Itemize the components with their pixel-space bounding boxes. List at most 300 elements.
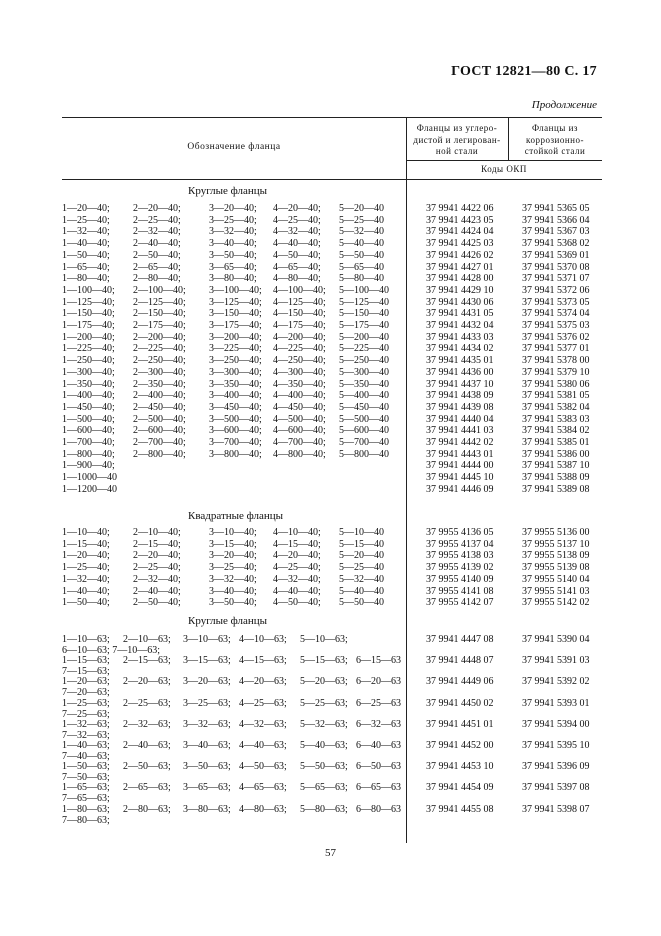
okp-code-stainless: 37 9941 5392 02 — [522, 676, 590, 688]
flange-designation: 5—65—40 — [339, 261, 384, 273]
table-row — [62, 460, 602, 472]
flange-designation: 4—100—40; — [273, 284, 326, 296]
okp-code-stainless: 37 9955 5142 02 — [522, 597, 590, 609]
flange-designation: 4—25—63; — [239, 697, 287, 709]
flange-designation: 1—50—40; — [62, 597, 110, 609]
carbon-steel-header-line: дистой и легирован- — [413, 134, 501, 145]
okp-code-carbon: 37 9941 4431 05 — [426, 308, 494, 320]
flange-designation: 1—450—40; — [62, 401, 115, 413]
table-row — [62, 308, 602, 320]
flange-designation: 2—300—40; — [133, 366, 186, 378]
table-row — [62, 676, 602, 698]
okp-code-carbon: 37 9955 4141 08 — [426, 585, 494, 597]
okp-code-stainless: 37 9941 5379 10 — [522, 366, 590, 378]
okp-code-carbon: 37 9941 4426 02 — [426, 249, 494, 261]
flange-designation: 4—80—40; — [273, 273, 321, 285]
okp-code-stainless: 37 9941 5381 05 — [522, 390, 590, 402]
okp-code-stainless: 37 9941 5398 07 — [522, 803, 590, 815]
flange-designation: 3—20—40; — [209, 550, 257, 562]
flange-designation: 1—175—40; — [62, 320, 115, 331]
flange-designation: 4—50—40; — [273, 249, 321, 261]
flange-designation: 2—40—63; — [123, 740, 171, 751]
flange-designation: 2—80—63; — [123, 803, 171, 815]
flange-designation-continued: 7—50—63; — [62, 772, 110, 784]
flange-designation: 1—40—40; — [62, 585, 110, 597]
flange-designation-continued: 7—32—63; — [62, 729, 110, 741]
flange-designation: 2—20—40; — [133, 203, 181, 214]
okp-code-stainless: 37 9941 5377 01 — [522, 343, 590, 355]
flange-designation: 3—25—63; — [183, 697, 231, 709]
table-row — [62, 332, 602, 344]
okp-code-carbon: 37 9955 4139 02 — [426, 562, 494, 574]
okp-code-stainless: 37 9941 5380 06 — [522, 378, 590, 390]
flange-designation: 4—225—40; — [273, 343, 326, 355]
flange-designation: 4—15—63; — [239, 655, 287, 667]
table-row — [62, 804, 602, 826]
flange-designation: 1—65—63; — [62, 782, 110, 794]
flange-designation: 4—450—40; — [273, 401, 326, 413]
flange-designation: 2—700—40; — [133, 437, 186, 448]
flange-designation: 5—15—63; — [300, 655, 348, 667]
flange-designation: 5—300—40 — [339, 366, 389, 378]
flange-designation: 5—80—40 — [339, 273, 384, 285]
flange-designation: 2—175—40; — [133, 320, 186, 331]
flange-designation: 3—400—40; — [209, 390, 262, 402]
okp-code-carbon: 37 9941 4435 01 — [426, 355, 494, 367]
flange-designation: 1—150—40; — [62, 308, 115, 320]
flange-designation: 3—200—40; — [209, 331, 262, 343]
table-top-border — [62, 117, 602, 118]
flange-designation: 5—40—40 — [339, 585, 384, 597]
flange-designation: 3—32—63; — [183, 718, 231, 730]
okp-code-carbon: 37 9941 4450 02 — [426, 697, 494, 709]
okp-code-carbon: 37 9941 4444 00 — [426, 460, 494, 472]
flange-designation: 4—700—40; — [273, 437, 326, 448]
flange-designation: 5—225—40 — [339, 343, 389, 355]
okp-code-stainless: 37 9941 5396 09 — [522, 761, 590, 773]
flange-designation-continued: 7—20—63; — [62, 687, 110, 699]
flange-designation: 1—32—40; — [62, 226, 110, 238]
flange-designation: 1—20—40; — [62, 203, 110, 214]
flange-designation-continued: 7—25—63; — [62, 708, 110, 720]
flange-designation: 1—300—40; — [62, 366, 115, 378]
okp-code-stainless: 37 9941 5378 00 — [522, 355, 590, 367]
table-row — [62, 550, 602, 562]
okp-code-carbon: 37 9941 4427 01 — [426, 261, 494, 273]
flange-designation: 4—600—40; — [273, 425, 326, 437]
flange-designation: 5—250—40 — [339, 355, 389, 367]
designation-header: Обозначение фланца — [187, 142, 281, 152]
flange-designation: 3—450—40; — [209, 401, 262, 413]
flange-designation: 2—20—63; — [123, 676, 171, 688]
flange-designation: 4—10—40; — [273, 527, 321, 538]
flange-designation: 4—10—63; — [239, 634, 287, 645]
flange-designation: 1—50—63; — [62, 761, 110, 773]
flange-designation: 2—65—63; — [123, 782, 171, 794]
flange-designation: 3—65—63; — [183, 782, 231, 794]
flange-designation: 3—15—40; — [209, 538, 257, 550]
flange-designation: 5—32—40 — [339, 226, 384, 238]
table-row — [62, 203, 602, 215]
flange-designation: 1—225—40; — [62, 343, 115, 355]
okp-code-stainless: 37 9941 5391 03 — [522, 655, 590, 667]
flange-designation: 1—500—40; — [62, 413, 115, 425]
table-row — [62, 320, 602, 332]
flange-designation: 4—50—63; — [239, 761, 287, 773]
flange-designation: 6—32—63 — [356, 718, 401, 730]
flange-designation: 1—32—63; — [62, 718, 110, 730]
stainless-steel-header-line: стойкой стали — [524, 146, 586, 156]
flange-designation: 5—50—40 — [339, 249, 384, 261]
okp-code-carbon: 37 9955 4136 05 — [426, 527, 494, 538]
flange-designation: 3—50—40; — [209, 249, 257, 261]
flange-designation-continued: 6—10—63; 7—10—63; — [62, 645, 161, 656]
flange-designation: 3—250—40; — [209, 355, 262, 367]
table-row — [62, 562, 602, 574]
flange-designation: 4—80—63; — [239, 803, 287, 815]
table-row — [62, 215, 602, 227]
flange-designation: 6—50—63 — [356, 761, 401, 773]
flange-designation-continued: 7—80—63; — [62, 814, 110, 826]
flange-designation: 2—600—40; — [133, 425, 186, 437]
flange-designation: 5—450—40 — [339, 401, 389, 413]
okp-code-stainless: 37 9941 5385 01 — [522, 437, 590, 448]
okp-code-stainless: 37 9941 5389 08 — [522, 483, 590, 495]
flange-designation: 4—32—63; — [239, 718, 287, 730]
flange-designation: 1—50—40; — [62, 249, 110, 261]
flange-designation: 4—400—40; — [273, 390, 326, 402]
flange-designation: 4—20—40; — [273, 550, 321, 562]
okp-code-stainless: 37 9941 5374 04 — [522, 308, 590, 320]
okp-code-stainless: 37 9941 5372 06 — [522, 284, 590, 296]
okp-code-stainless: 37 9941 5397 08 — [522, 782, 590, 794]
stainless-steel-header-line: коррозионно- — [526, 134, 584, 145]
okp-code-stainless: 37 9941 5367 03 — [522, 226, 590, 238]
flange-designation: 3—80—40; — [209, 273, 257, 285]
okp-code-stainless: 37 9941 5369 01 — [522, 249, 590, 261]
flange-designation: 2—200—40; — [133, 331, 186, 343]
table-row — [62, 273, 602, 285]
flange-designation: 1—32—40; — [62, 573, 110, 585]
okp-code-carbon: 37 9941 4430 06 — [426, 296, 494, 308]
flange-designation: 1—250—40; — [62, 355, 115, 367]
table-row — [62, 390, 602, 402]
flange-designation: 5—20—40 — [339, 203, 384, 214]
okp-code-stainless: 37 9955 5137 10 — [522, 538, 590, 550]
flange-designation: 1—800—40; — [62, 448, 115, 460]
flange-designation-continued: 7—65—63; — [62, 793, 110, 805]
flange-designation: 3—500—40; — [209, 413, 262, 425]
okp-code-stainless: 37 9955 5136 00 — [522, 527, 590, 538]
flange-designation: 1—1200—40 — [62, 483, 117, 495]
flange-designation: 2—80—40; — [133, 273, 181, 285]
okp-code-carbon: 37 9941 4440 04 — [426, 413, 494, 425]
okp-code-carbon: 37 9941 4449 06 — [426, 676, 494, 688]
flange-designation: 3—25—40; — [209, 214, 257, 226]
okp-code-stainless: 37 9941 5387 10 — [522, 460, 590, 472]
flange-designation: 1—15—40; — [62, 538, 110, 550]
flange-designation: 4—32—40; — [273, 573, 321, 585]
table-row — [62, 250, 602, 262]
okp-code-stainless: 37 9941 5384 02 — [522, 425, 590, 437]
flange-designation: 5—100—40 — [339, 284, 389, 296]
flange-designation: 1—400—40; — [62, 390, 115, 402]
flange-designation: 4—125—40; — [273, 296, 326, 308]
flange-designation: 5—700—40 — [339, 437, 389, 448]
flange-designation: 1—40—40; — [62, 238, 110, 250]
flange-designation: 3—225—40; — [209, 343, 262, 355]
okp-code-stainless: 37 9941 5393 01 — [522, 697, 590, 709]
table-row — [62, 484, 602, 496]
okp-code-carbon: 37 9941 4434 02 — [426, 343, 494, 355]
flange-designation: 4—65—63; — [239, 782, 287, 794]
flange-designation: 2—10—63; — [123, 634, 171, 645]
flange-designation: 2—20—40; — [133, 550, 181, 562]
flange-designation: 4—25—40; — [273, 214, 321, 226]
flange-designation: 2—25—63; — [123, 697, 171, 709]
flange-designation: 3—80—63; — [183, 803, 231, 815]
flange-designation: 3—100—40; — [209, 284, 262, 296]
flange-designation: 5—10—40 — [339, 527, 384, 538]
section-title: Квадратные фланцы — [188, 510, 284, 522]
table-row — [62, 698, 602, 720]
okp-code-stainless: 37 9955 5141 03 — [522, 585, 590, 597]
okp-code-stainless: 37 9941 5382 04 — [522, 401, 590, 413]
table-row — [62, 285, 602, 297]
flange-designation: 5—65—63; — [300, 782, 348, 794]
flange-designation: 5—15—40 — [339, 538, 384, 550]
table-row — [62, 425, 602, 437]
okp-code-stainless: 37 9955 5138 09 — [522, 550, 590, 562]
flange-designation: 2—225—40; — [133, 343, 186, 355]
flange-designation: 4—40—40; — [273, 238, 321, 250]
okp-code-carbon: 37 9941 4428 00 — [426, 273, 494, 285]
okp-code-stainless: 37 9941 5375 03 — [522, 320, 590, 331]
okp-code-stainless: 37 9941 5376 02 — [522, 331, 590, 343]
okp-code-carbon: 37 9941 4438 09 — [426, 390, 494, 402]
flange-designation: 1—125—40; — [62, 296, 115, 308]
flange-designation: 1—25—63; — [62, 697, 110, 709]
okp-code-carbon: 37 9941 4447 08 — [426, 634, 494, 645]
flange-designation: 1—900—40; — [62, 460, 115, 472]
flange-designation: 5—40—63; — [300, 740, 348, 751]
okp-code-stainless: 37 9941 5383 03 — [522, 413, 590, 425]
okp-code-carbon: 37 9955 4142 07 — [426, 597, 494, 609]
flange-designation: 3—50—63; — [183, 761, 231, 773]
table-row — [62, 782, 602, 804]
page-header: ГОСТ 12821—80 С. 17 — [451, 64, 597, 79]
flange-designation: 5—25—40 — [339, 214, 384, 226]
page-number: 57 — [325, 847, 336, 859]
table-row — [62, 472, 602, 484]
table-row — [62, 539, 602, 551]
okp-code-carbon: 37 9941 4436 00 — [426, 366, 494, 378]
flange-designation: 2—800—40; — [133, 448, 186, 460]
flange-designation: 5—200—40 — [339, 331, 389, 343]
table-row — [62, 719, 602, 741]
flange-designation: 2—50—63; — [123, 761, 171, 773]
section-title: Круглые фланцы — [188, 185, 268, 197]
flange-designation: 5—20—63; — [300, 676, 348, 688]
flange-designation: 2—65—40; — [133, 261, 181, 273]
flange-designation: 3—15—63; — [183, 655, 231, 667]
flange-designation: 2—450—40; — [133, 401, 186, 413]
okp-code-stainless: 37 9955 5140 04 — [522, 573, 590, 585]
okp-code-stainless: 37 9941 5395 10 — [522, 740, 590, 751]
okp-code-carbon: 37 9941 4425 03 — [426, 238, 494, 250]
flange-designation: 4—15—40; — [273, 538, 321, 550]
table-row — [62, 367, 602, 379]
flange-designation: 5—175—40 — [339, 320, 389, 331]
flange-designation: 3—40—40; — [209, 238, 257, 250]
flange-designation: 3—175—40; — [209, 320, 262, 331]
flange-designation: 5—125—40 — [339, 296, 389, 308]
okp-code-stainless: 37 9941 5386 00 — [522, 448, 590, 460]
flange-designation: 4—300—40; — [273, 366, 326, 378]
flange-designation: 5—25—63; — [300, 697, 348, 709]
flange-designation: 3—50—40; — [209, 597, 257, 609]
flange-designation: 5—150—40 — [339, 308, 389, 320]
flange-designation: 1—600—40; — [62, 425, 115, 437]
codes-divider — [406, 160, 602, 161]
table-row — [62, 402, 602, 414]
flange-designation: 5—600—40 — [339, 425, 389, 437]
flange-designation: 2—250—40; — [133, 355, 186, 367]
flange-designation: 2—32—40; — [133, 573, 181, 585]
flange-designation: 2—32—63; — [123, 718, 171, 730]
okp-code-stainless: 37 9941 5390 04 — [522, 634, 590, 645]
flange-designation: 4—20—40; — [273, 203, 321, 214]
okp-code-carbon: 37 9941 4453 10 — [426, 761, 494, 773]
okp-code-carbon: 37 9941 4422 06 — [426, 203, 494, 214]
flange-designation: 5—800—40 — [339, 448, 389, 460]
okp-code-carbon: 37 9941 4439 08 — [426, 401, 494, 413]
flange-designation: 4—65—40; — [273, 261, 321, 273]
flange-designation: 5—10—63; — [300, 634, 348, 645]
flange-designation: 6—20—63 — [356, 676, 401, 688]
flange-designation: 2—50—40; — [133, 249, 181, 261]
flange-designation: 5—20—40 — [339, 550, 384, 562]
okp-code-stainless: 37 9941 5365 05 — [522, 203, 590, 214]
table-row — [62, 262, 602, 274]
table-row — [62, 634, 602, 656]
flange-designation: 5—40—40 — [339, 238, 384, 250]
table-row — [62, 297, 602, 309]
flange-designation: 3—40—63; — [183, 740, 231, 751]
flange-designation: 1—40—63; — [62, 740, 110, 751]
flange-designation: 2—150—40; — [133, 308, 186, 320]
flange-designation: 4—200—40; — [273, 331, 326, 343]
header-bottom-border — [62, 179, 602, 180]
flange-designation: 6—25—63 — [356, 697, 401, 709]
flange-designation: 1—10—40; — [62, 527, 110, 538]
flange-designation: 2—350—40; — [133, 378, 186, 390]
okp-code-carbon: 37 9941 4432 04 — [426, 320, 494, 331]
flange-designation: 2—500—40; — [133, 413, 186, 425]
flange-designation: 2—50—40; — [133, 597, 181, 609]
okp-code-carbon: 37 9941 4445 10 — [426, 472, 494, 484]
flange-designation: 4—175—40; — [273, 320, 326, 331]
flange-designation: 6—40—63 — [356, 740, 401, 751]
table-row — [62, 343, 602, 355]
flange-designation: 3—32—40; — [209, 226, 257, 238]
flange-designation: 4—20—63; — [239, 676, 287, 688]
okp-code-carbon: 37 9941 4446 09 — [426, 483, 494, 495]
okp-code-stainless: 37 9941 5368 02 — [522, 238, 590, 250]
table-row — [62, 414, 602, 426]
section-title: Круглые фланцы — [188, 615, 268, 627]
flange-designation: 4—40—63; — [239, 740, 287, 751]
flange-designation: 6—15—63 — [356, 655, 401, 667]
flange-designation: 3—32—40; — [209, 573, 257, 585]
table-row — [62, 527, 602, 539]
flange-designation: 2—40—40; — [133, 585, 181, 597]
flange-designation: 4—25—40; — [273, 562, 321, 574]
flange-designation-continued: 7—40—63; — [62, 751, 110, 762]
flange-designation: 4—350—40; — [273, 378, 326, 390]
carbon-steel-header-line: ной стали — [435, 146, 479, 156]
okp-code-carbon: 37 9955 4137 04 — [426, 538, 494, 550]
okp-code-stainless: 37 9941 5371 07 — [522, 273, 590, 285]
okp-code-carbon: 37 9941 4443 01 — [426, 448, 494, 460]
okp-code-carbon: 37 9941 4442 02 — [426, 437, 494, 448]
okp-code-stainless: 37 9941 5388 09 — [522, 472, 590, 484]
flange-designation: 1—25—40; — [62, 214, 110, 226]
table-row — [62, 226, 602, 238]
flange-designation: 1—200—40; — [62, 331, 115, 343]
flange-designation: 3—800—40; — [209, 448, 262, 460]
flange-designation: 5—500—40 — [339, 413, 389, 425]
flange-designation: 3—25—40; — [209, 562, 257, 574]
table-row — [62, 238, 602, 250]
okp-code-carbon: 37 9941 4437 10 — [426, 378, 494, 390]
okp-code-carbon: 37 9941 4441 03 — [426, 425, 494, 437]
flange-designation: 2—25—40; — [133, 214, 181, 226]
flange-designation: 1—20—63; — [62, 676, 110, 688]
table-row — [62, 597, 602, 609]
flange-designation: 5—50—40 — [339, 597, 384, 609]
flange-designation: 1—100—40; — [62, 284, 115, 296]
flange-designation: 1—700—40; — [62, 437, 115, 448]
table-row — [62, 740, 602, 762]
okp-code-carbon: 37 9955 4140 09 — [426, 573, 494, 585]
flange-designation: 5—32—63; — [300, 718, 348, 730]
flange-designation: 5—400—40 — [339, 390, 389, 402]
flange-designation: 4—50—40; — [273, 597, 321, 609]
flange-designation: 3—150—40; — [209, 308, 262, 320]
flange-designation: 6—80—63 — [356, 803, 401, 815]
flange-designation: 3—700—40; — [209, 437, 262, 448]
okp-code-carbon: 37 9941 4424 04 — [426, 226, 494, 238]
flange-designation: 1—10—63; — [62, 634, 110, 645]
flange-designation: 3—125—40; — [209, 296, 262, 308]
flange-designation: 1—25—40; — [62, 562, 110, 574]
okp-code-stainless: 37 9955 5139 08 — [522, 562, 590, 574]
okp-code-carbon: 37 9941 4448 07 — [426, 655, 494, 667]
stainless-steel-header-line: Фланцы из — [532, 123, 578, 133]
flange-designation: 1—15—63; — [62, 655, 110, 667]
okp-code-carbon: 37 9941 4423 05 — [426, 214, 494, 226]
flange-designation: 6—65—63 — [356, 782, 401, 794]
okp-code-stainless: 37 9941 5394 00 — [522, 718, 590, 730]
flange-designation: 2—32—40; — [133, 226, 181, 238]
flange-designation: 3—20—63; — [183, 676, 231, 688]
table-row — [62, 437, 602, 449]
flange-designation: 4—150—40; — [273, 308, 326, 320]
okp-code-carbon: 37 9941 4429 10 — [426, 284, 494, 296]
flange-designation: 2—100—40; — [133, 284, 186, 296]
continuation-label: Продолжение — [531, 99, 597, 111]
